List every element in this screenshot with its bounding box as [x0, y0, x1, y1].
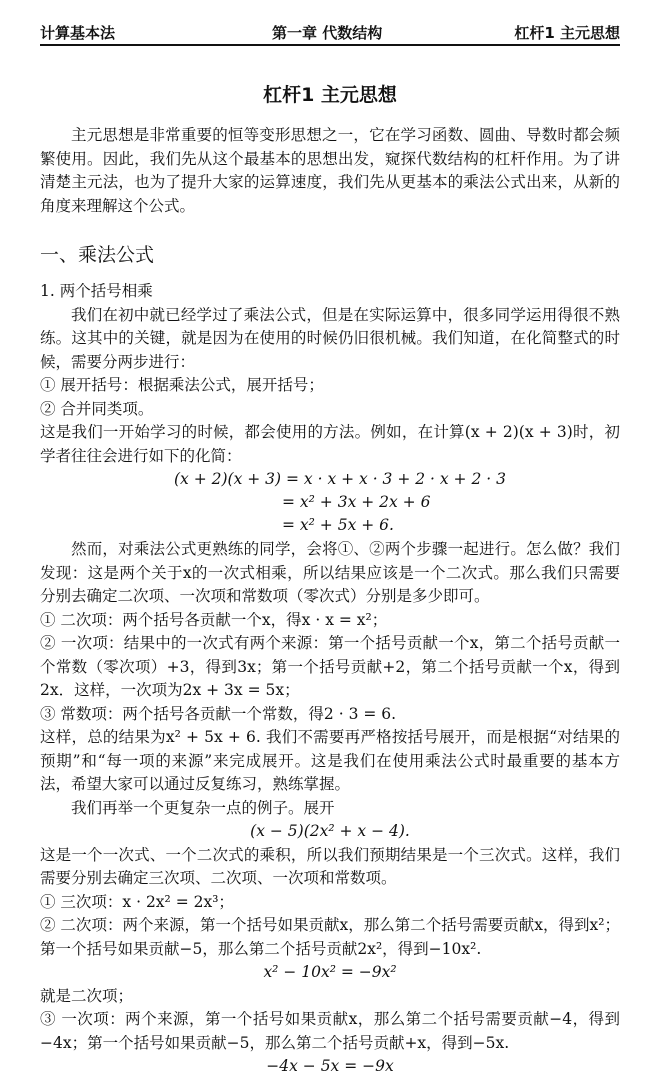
running-header	[40, 18, 620, 42]
paragraph: 然而，对乘法公式更熟练的同学，会将①、②两个步骤一起进行。怎么做？我们发现：这是两个关于x的一次式相乘，所以结果应该是一个二次式。那么我们只需要分别去确定二次项、一次项和常数项（零次式）分别是多少即可。	[40, 540, 620, 605]
list-item: ③ 一次项：两个来源，第一个括号如果贡献x，那么第二个括号需要贡献−4，得到−4x；第一个括号如果贡献−5，那么第二个括号贡献+x，得到−5x.	[40, 1010, 620, 1052]
step-item: ① 展开括号：根据乘法公式，展开括号；	[40, 376, 324, 394]
header-section: 杠杆1 主元思想	[514, 24, 620, 42]
page-title: 杠杆1 主元思想	[263, 84, 397, 106]
list-item: ③ 常数项：两个括号各贡献一个常数，得2 · 3 = 6.	[40, 704, 397, 723]
equation-block	[40, 468, 620, 538]
equation: x² − 10x² = −9x²	[263, 963, 397, 981]
header-rule	[40, 44, 620, 46]
paragraph: 就是二次项；	[40, 986, 134, 1005]
list-item: ① 二次项：两个括号各贡献一个x，得x · x = x²；	[40, 610, 388, 629]
equation: (x − 5)(2x² + x − 4).	[250, 822, 410, 840]
header-book-title: 计算基本法	[40, 24, 116, 42]
paragraph: 这是我们一开始学习的时候，都会使用的方法。例如，在计算(x + 2)(x + 3)时，初学者往往会进行如下的化简：	[40, 423, 620, 465]
header-chapter: 第一章 代数结构	[272, 24, 383, 42]
paragraph: 我们在初中就已经学过了乘法公式，但是在实际运算中，很多同学运用得很不熟练。这其中的关键，就是因为在使用的时候仍旧很机械。我们知道，在化简整式的时候，需要分两步进行：	[40, 305, 620, 371]
equation: −4x − 5x = −9x	[266, 1057, 394, 1075]
step-item: ② 合并同类项。	[40, 399, 154, 418]
paragraph: 我们再举一个更复杂一点的例子。展开	[71, 798, 335, 817]
intro-paragraph: 主元思想是非常重要的恒等变形思想之一，它在学习函数、圆曲、导数时都会频繁使用。因此，我们先从这个最基本的思想出发，窥探代数结构的杠杆作用。为了讲清楚主元法，也为了提升大家的运算速度，我们先从更基本的乘法公式出来，从新的角度来理解这个公式。	[40, 126, 620, 215]
equation-line: = x² + 5x + 6.	[282, 516, 394, 534]
equation-line: (x + 2)(x + 3) = x · x + x · 3 + 2 · x + 2 · 3	[174, 470, 506, 488]
paragraph: 这是一个一次式、一个二次式的乘积，所以我们预期结果是一个三次式。这样，我们需要分别去确定三次项、二次项、一次项和常数项。	[40, 845, 620, 887]
page-body	[40, 82, 620, 1079]
list-item: ② 一次项：结果中的一次式有两个来源：第一个括号贡献一个x，第二个括号贡献一个常数（零次项）+3，得到3x；第一个括号贡献+2，第二个括号贡献一个x，得到2x．这样，一次项为2x + 3x = 5x；	[40, 634, 620, 699]
list-item: ② 二次项：两个来源，第一个括号如果贡献x，那么第二个括号需要贡献x，得到x²；第一个括号如果贡献−5，那么第二个括号贡献2x²，得到−10x².	[40, 916, 620, 958]
paragraph: 这样，总的结果为x² + 5x + 6. 我们不需要再严格按括号展开，而是根据“对结果的预期”和“每一项的来源”来完成展开。这是我们在使用乘法公式时最重要的基本方法，希望大家可以通过反复练习，熟练掌握。	[40, 728, 620, 793]
list-item: ① 三次项：x · 2x² = 2x³；	[40, 892, 234, 911]
subsection-heading: 1. 两个括号相乘	[40, 282, 153, 300]
equation-line: = x² + 3x + 2x + 6	[282, 493, 431, 511]
section-heading: 一、乘法公式	[40, 244, 155, 266]
